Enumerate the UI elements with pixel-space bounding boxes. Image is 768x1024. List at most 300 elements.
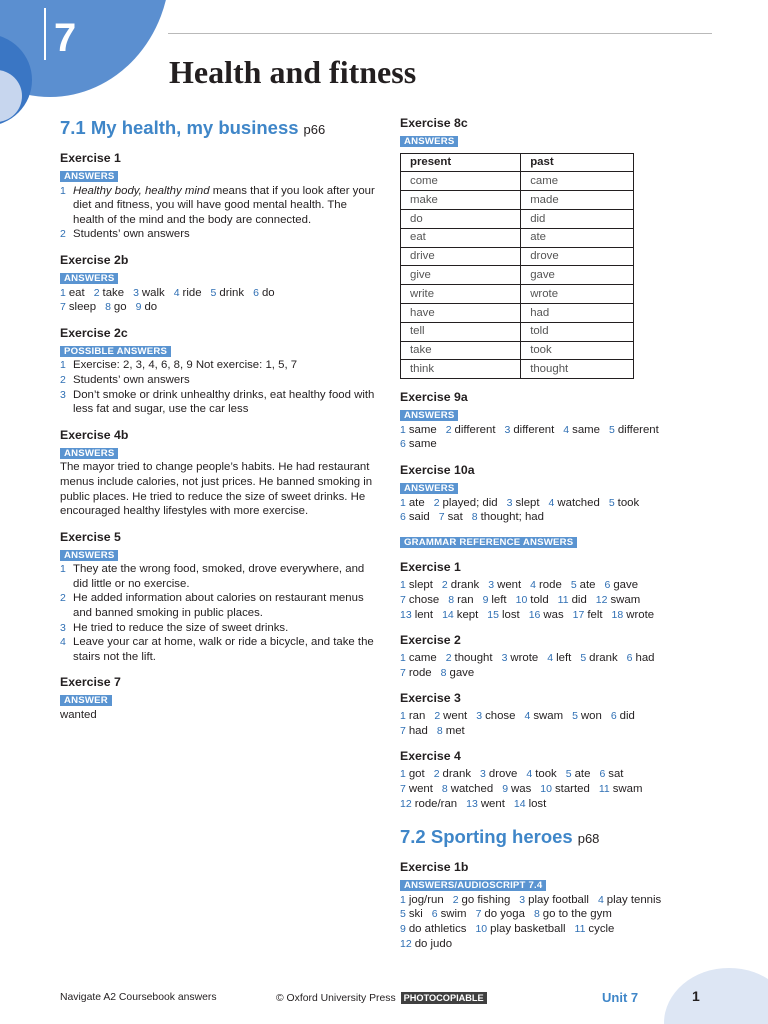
past-cell: ate bbox=[521, 228, 634, 247]
present-cell: do bbox=[401, 209, 521, 228]
present-cell: write bbox=[401, 285, 521, 304]
item-text: Students’ own answers bbox=[73, 373, 190, 386]
exercise-7 bbox=[60, 675, 376, 722]
item-answer: different bbox=[513, 423, 555, 436]
item-text: Students’ own answers bbox=[73, 228, 190, 241]
past-cell: wrote bbox=[521, 285, 634, 304]
answer-line bbox=[400, 893, 720, 908]
item-answer: thought bbox=[454, 652, 493, 665]
item-answer: same bbox=[408, 438, 437, 451]
item-number: 5 bbox=[400, 908, 406, 921]
item-answer: was bbox=[543, 608, 564, 621]
item-answer: cycle bbox=[588, 923, 615, 936]
item-number: 1 bbox=[400, 496, 406, 509]
item-number: 1 bbox=[400, 710, 406, 723]
item-answer: ate bbox=[579, 579, 596, 592]
past-cell: made bbox=[521, 191, 634, 210]
item-number: 8 bbox=[448, 593, 455, 606]
exercise-title: Exercise 1b bbox=[400, 860, 469, 875]
item-answer: drank bbox=[450, 579, 480, 592]
item-answer: jog/run bbox=[408, 893, 444, 906]
item-answer: left bbox=[556, 652, 572, 665]
item-number: 1 bbox=[60, 184, 66, 197]
item-number: 16 bbox=[528, 608, 541, 621]
answers-badge: ANSWERS bbox=[400, 136, 458, 147]
answer-lines bbox=[400, 496, 720, 525]
list-item bbox=[60, 635, 376, 664]
column-header-past: past bbox=[521, 153, 634, 172]
left-column bbox=[60, 116, 376, 723]
exercise-title: Exercise 1 bbox=[60, 151, 121, 165]
item-answer: wrote bbox=[626, 608, 655, 621]
section-page-ref: p68 bbox=[577, 831, 600, 847]
item-number: 1 bbox=[400, 579, 406, 592]
exercise-title: Exercise 1 bbox=[400, 560, 461, 575]
exercise-9a bbox=[400, 390, 720, 452]
item-number: 14 bbox=[442, 608, 454, 621]
answer-line bbox=[400, 797, 720, 812]
answers-badge: ANSWERS bbox=[60, 448, 118, 459]
list-item bbox=[60, 358, 376, 373]
present-cell: give bbox=[401, 266, 521, 285]
item-number: 12 bbox=[400, 937, 412, 950]
past-cell: had bbox=[521, 303, 634, 322]
answer-lines bbox=[60, 286, 376, 315]
item-number: 10 bbox=[515, 593, 528, 606]
exercise-1 bbox=[60, 151, 376, 242]
exercise-4b bbox=[60, 428, 376, 519]
answer-line bbox=[400, 423, 720, 438]
present-cell: drive bbox=[401, 247, 521, 266]
answer-lines bbox=[400, 767, 720, 811]
table-row bbox=[401, 172, 634, 191]
present-cell: make bbox=[401, 191, 521, 210]
item-answer: slept bbox=[515, 496, 540, 509]
item-number: 5 bbox=[210, 286, 217, 299]
item-number: 5 bbox=[580, 652, 587, 665]
answer-lines bbox=[400, 651, 720, 680]
present-cell: come bbox=[401, 172, 521, 191]
item-answer: came bbox=[408, 652, 437, 665]
exercise-5 bbox=[60, 530, 376, 665]
item-number: 1 bbox=[60, 359, 66, 372]
answer-line bbox=[400, 593, 720, 608]
item-number: 3 bbox=[501, 652, 508, 665]
table-body bbox=[401, 172, 634, 379]
item-number: 17 bbox=[572, 608, 585, 621]
table-row bbox=[401, 360, 634, 379]
table-row bbox=[401, 303, 634, 322]
item-number: 3 bbox=[133, 286, 139, 299]
item-answer: met bbox=[445, 724, 465, 737]
item-number: 1 bbox=[60, 286, 66, 299]
item-answer: sleep bbox=[68, 301, 97, 314]
item-answer: ride bbox=[182, 286, 202, 299]
item-number: 3 bbox=[506, 496, 513, 509]
item-number: 9 bbox=[400, 923, 406, 936]
item-answer: won bbox=[580, 710, 602, 723]
item-text: Don’t smoke or drink unhealthy drinks, eat healthy food with less fat and sugar, use the car less bbox=[73, 388, 375, 416]
answers-badge: ANSWERS/AUDIOSCRIPT 7.4 bbox=[400, 880, 546, 891]
item-number: 7 bbox=[400, 593, 406, 606]
answer-line bbox=[400, 724, 720, 739]
item-number: 7 bbox=[475, 908, 482, 921]
item-number: 3 bbox=[504, 423, 511, 436]
item-number: 11 bbox=[598, 783, 610, 796]
item-answer: ate bbox=[574, 768, 591, 781]
item-answer: gave bbox=[613, 579, 639, 592]
table-row bbox=[401, 322, 634, 341]
list-item bbox=[60, 227, 376, 242]
item-number: 6 bbox=[400, 511, 406, 524]
item-answer: drank bbox=[442, 768, 472, 781]
item-number: 4 bbox=[563, 423, 570, 436]
item-number: 1 bbox=[400, 893, 406, 906]
item-number: 2 bbox=[434, 710, 441, 723]
item-answer: went bbox=[480, 797, 505, 810]
item-text: Leave your car at home, walk or ride a bicycle, and take the stairs not the lift. bbox=[73, 636, 374, 663]
exercise-title: Exercise 10a bbox=[400, 462, 475, 477]
answers-badge: ANSWERS bbox=[400, 410, 458, 421]
table-row bbox=[401, 209, 634, 228]
item-answer: went bbox=[443, 710, 468, 723]
item-number: 4 bbox=[524, 710, 531, 723]
item-answer: slept bbox=[408, 579, 433, 592]
present-cell: think bbox=[401, 360, 521, 379]
answer-line bbox=[400, 666, 720, 681]
exercise-2c bbox=[60, 326, 376, 417]
answer-line bbox=[400, 651, 720, 666]
answer-lines bbox=[400, 893, 720, 951]
item-text: means that if you look after your diet and fitness, you will have good mental health. The health of the mind and the body are connected. bbox=[73, 184, 375, 226]
answer-line bbox=[400, 907, 720, 922]
exercise-1b bbox=[400, 860, 720, 951]
item-answer: took bbox=[617, 496, 640, 509]
exercise-title: Exercise 4 bbox=[400, 749, 461, 764]
item-number: 8 bbox=[105, 301, 111, 314]
answer-line bbox=[400, 937, 720, 952]
answer-paragraph: The mayor tried to change people’s habits. He had restaurant menus include calories, not just prices. He banned smoking in public places. He tried to reduce the size of sweet drinks. He encouraged healthy lifestyles with more exercise. bbox=[60, 461, 373, 518]
item-answer: rode bbox=[539, 579, 562, 592]
item-number: 5 bbox=[609, 423, 615, 436]
item-answer: drank bbox=[589, 652, 618, 665]
item-answer: rode bbox=[408, 666, 432, 679]
item-number: 6 bbox=[604, 579, 611, 592]
item-number: 2 bbox=[445, 423, 452, 436]
item-number: 13 bbox=[466, 797, 478, 810]
list-item bbox=[60, 591, 376, 620]
item-answer: do yoga bbox=[484, 908, 525, 921]
item-number: 5 bbox=[572, 710, 578, 723]
answer-lines bbox=[400, 709, 720, 738]
item-number: 7 bbox=[400, 783, 406, 796]
answer-list bbox=[60, 358, 376, 416]
item-answer: different bbox=[617, 423, 659, 436]
answers-badge: ANSWERS bbox=[400, 483, 458, 494]
item-answer: drink bbox=[219, 286, 245, 299]
item-answer: had bbox=[408, 724, 428, 737]
item-number: 5 bbox=[565, 768, 572, 781]
item-answer: play football bbox=[528, 893, 589, 906]
item-answer: played; did bbox=[442, 496, 498, 509]
item-number: 10 bbox=[540, 783, 552, 796]
table-row bbox=[401, 191, 634, 210]
item-number: 14 bbox=[513, 797, 526, 810]
answer-text: wanted bbox=[60, 709, 97, 722]
item-number: 2 bbox=[445, 652, 452, 665]
item-answer: gave bbox=[449, 666, 475, 679]
item-answer: play basketball bbox=[490, 923, 566, 936]
item-number: 1 bbox=[400, 768, 406, 781]
item-answer: ran bbox=[457, 593, 474, 606]
item-answer: went bbox=[408, 783, 433, 796]
answer-line bbox=[400, 437, 720, 452]
answer-lines bbox=[400, 423, 720, 452]
item-number: 8 bbox=[533, 908, 540, 921]
present-cell: eat bbox=[401, 228, 521, 247]
past-cell: did bbox=[521, 209, 634, 228]
list-item bbox=[60, 388, 376, 417]
past-cell: thought bbox=[521, 360, 634, 379]
list-item bbox=[60, 621, 376, 636]
item-answer: lost bbox=[501, 608, 520, 621]
page-title: Health and fitness bbox=[169, 54, 417, 90]
item-number: 7 bbox=[400, 666, 406, 679]
item-number: 11 bbox=[557, 593, 569, 606]
item-answer: chose bbox=[485, 710, 516, 723]
exercise-title: Exercise 7 bbox=[60, 675, 121, 690]
item-number: 6 bbox=[610, 710, 617, 723]
item-number: 9 bbox=[135, 301, 142, 314]
item-answer: left bbox=[491, 593, 507, 606]
item-number: 1 bbox=[400, 423, 406, 436]
column-header-present: present bbox=[401, 153, 521, 172]
exercise-title: Exercise 2c bbox=[60, 325, 128, 340]
item-answer: different bbox=[454, 423, 496, 436]
list-item bbox=[60, 562, 376, 591]
table-row bbox=[401, 285, 634, 304]
answers-badge: ANSWERS bbox=[60, 550, 118, 561]
item-answer: sat bbox=[447, 511, 463, 524]
photocopiable-badge: PHOTOCOPIABLE bbox=[401, 992, 487, 1004]
answer-lines bbox=[400, 578, 720, 622]
page-number: 1 bbox=[692, 988, 700, 1004]
item-number: 1 bbox=[60, 563, 66, 576]
item-number: 2 bbox=[433, 768, 440, 781]
footer-unit-label: Unit 7 bbox=[602, 990, 639, 1005]
item-number: 6 bbox=[599, 768, 606, 781]
section-title-7-2: 7.2 Sporting heroes p68 bbox=[400, 826, 600, 848]
present-past-table bbox=[400, 153, 634, 380]
item-text: He added information about calories on restaurant menus and banned smoking in public places. bbox=[73, 592, 364, 620]
item-number: 3 bbox=[488, 579, 495, 592]
table-row bbox=[401, 247, 634, 266]
item-number: 4 bbox=[548, 496, 555, 509]
item-number: 7 bbox=[60, 301, 66, 314]
item-number: 13 bbox=[400, 608, 412, 621]
item-answer: felt bbox=[587, 608, 603, 621]
list-item bbox=[60, 184, 376, 228]
item-answer: swam bbox=[612, 783, 643, 796]
footer-copyright: © Oxford University Press PHOTOCOPIABLE bbox=[276, 987, 487, 1010]
exercise-2b bbox=[60, 253, 376, 315]
answer-line bbox=[400, 709, 720, 724]
exercise-title: Exercise 3 bbox=[400, 691, 461, 706]
item-answer: play tennis bbox=[606, 893, 662, 906]
exercise-title: Exercise 5 bbox=[60, 529, 121, 544]
answers-badge: POSSIBLE ANSWERS bbox=[60, 346, 171, 357]
item-text: He tried to reduce the size of sweet drinks. bbox=[73, 621, 289, 634]
item-answer: do bbox=[261, 286, 275, 299]
item-answer: eat bbox=[68, 286, 85, 299]
item-answer: drove bbox=[488, 768, 518, 781]
item-number: 6 bbox=[400, 438, 406, 451]
answer-line bbox=[400, 510, 720, 525]
item-number: 9 bbox=[482, 593, 489, 606]
item-answer: go to the gym bbox=[542, 908, 612, 921]
past-cell: took bbox=[521, 341, 634, 360]
item-answer: watched bbox=[450, 783, 494, 796]
item-answer: same bbox=[408, 423, 437, 436]
item-number: 2 bbox=[60, 373, 66, 386]
item-number: 11 bbox=[574, 923, 586, 936]
page-footer bbox=[0, 987, 768, 1009]
answer-line bbox=[60, 286, 376, 301]
item-answer: rode/ran bbox=[414, 797, 458, 810]
grammar-exercise-1 bbox=[400, 560, 720, 622]
item-answer: swam bbox=[533, 710, 564, 723]
exercise-title: Exercise 4b bbox=[60, 427, 129, 442]
item-answer: go bbox=[113, 301, 127, 314]
item-answer: go fishing bbox=[461, 893, 511, 906]
item-answer: thought; had bbox=[480, 511, 544, 524]
item-number: 6 bbox=[431, 908, 438, 921]
item-italic: Healthy body, healthy mind bbox=[73, 184, 210, 197]
item-answer: did bbox=[571, 593, 587, 606]
item-answer: swam bbox=[610, 593, 641, 606]
item-answer: got bbox=[408, 768, 425, 781]
item-number: 3 bbox=[60, 621, 66, 634]
exercise-10a bbox=[400, 463, 720, 525]
item-number: 5 bbox=[608, 496, 615, 509]
answer-line bbox=[400, 608, 720, 623]
answer-line bbox=[400, 767, 720, 782]
item-answer: ate bbox=[408, 496, 425, 509]
item-answer: started bbox=[554, 783, 590, 796]
grammar-reference-badge: GRAMMAR REFERENCE ANSWERS bbox=[400, 537, 577, 548]
item-number: 2 bbox=[441, 579, 448, 592]
exercise-8c bbox=[400, 116, 720, 379]
item-number: 7 bbox=[400, 724, 406, 737]
item-answer: chose bbox=[408, 593, 440, 606]
answers-badge: ANSWERS bbox=[60, 171, 118, 182]
answer-line bbox=[400, 578, 720, 593]
item-number: 9 bbox=[502, 783, 509, 796]
item-number: 12 bbox=[400, 797, 412, 810]
item-number: 8 bbox=[440, 666, 447, 679]
item-answer: watched bbox=[557, 496, 600, 509]
answers-badge: ANSWER bbox=[60, 695, 112, 706]
answer-line bbox=[400, 782, 720, 797]
item-number: 1 bbox=[400, 652, 406, 665]
unit-number: 7 bbox=[54, 16, 77, 60]
table-header-row bbox=[401, 153, 634, 172]
footer-book-title: Navigate A2 Coursebook answers bbox=[60, 992, 217, 1003]
item-text: Exercise: 2, 3, 4, 6, 8, 9 Not exercise: 1, 5, 7 bbox=[73, 359, 298, 372]
answer-list bbox=[60, 184, 376, 242]
item-number: 4 bbox=[60, 636, 66, 649]
past-cell: told bbox=[521, 322, 634, 341]
past-cell: drove bbox=[521, 247, 634, 266]
item-number: 10 bbox=[475, 923, 488, 936]
item-number: 4 bbox=[597, 893, 604, 906]
item-number: 3 bbox=[480, 768, 486, 781]
item-answer: had bbox=[635, 652, 655, 665]
item-number: 7 bbox=[438, 511, 445, 524]
answers-badge: ANSWERS bbox=[60, 273, 118, 284]
item-number: 3 bbox=[519, 893, 526, 906]
item-answer: told bbox=[530, 593, 549, 606]
item-answer: swim bbox=[440, 908, 467, 921]
item-answer: kept bbox=[456, 608, 479, 621]
item-number: 4 bbox=[173, 286, 180, 299]
exercise-title: Exercise 2b bbox=[60, 252, 129, 267]
grammar-exercise-2 bbox=[400, 633, 720, 680]
past-cell: gave bbox=[521, 266, 634, 285]
table-row bbox=[401, 341, 634, 360]
item-number: 4 bbox=[526, 768, 533, 781]
answer-line bbox=[400, 496, 720, 511]
unit-divider bbox=[44, 8, 46, 60]
item-answer: went bbox=[497, 579, 522, 592]
answer-line bbox=[60, 300, 376, 315]
item-answer: sat bbox=[608, 768, 624, 781]
right-column bbox=[400, 116, 720, 951]
item-number: 4 bbox=[530, 579, 536, 592]
grammar-exercise-3 bbox=[400, 691, 720, 738]
item-number: 3 bbox=[476, 710, 483, 723]
item-text: They ate the wrong food, smoked, drove everywhere, and did little or no exercise. bbox=[73, 563, 365, 590]
table-row bbox=[401, 228, 634, 247]
item-answer: was bbox=[511, 783, 532, 796]
section-page-ref: p66 bbox=[303, 122, 326, 137]
item-number: 3 bbox=[60, 388, 66, 401]
exercise-title: Exercise 2 bbox=[400, 633, 461, 648]
item-number: 8 bbox=[441, 783, 448, 796]
item-answer: do judo bbox=[414, 937, 453, 950]
item-number: 12 bbox=[595, 593, 608, 606]
item-answer: do bbox=[144, 301, 158, 314]
item-number: 2 bbox=[433, 496, 440, 509]
item-number: 6 bbox=[626, 652, 633, 665]
answer-line bbox=[400, 922, 720, 937]
table-row bbox=[401, 266, 634, 285]
item-answer: ski bbox=[408, 908, 423, 921]
section-title-7-1: 7.1 My health, my business p66 bbox=[60, 117, 326, 138]
item-answer: lent bbox=[414, 608, 434, 621]
item-answer: did bbox=[619, 710, 635, 723]
answer-list bbox=[60, 562, 376, 664]
present-cell: tell bbox=[401, 322, 521, 341]
present-cell: take bbox=[401, 341, 521, 360]
present-cell: have bbox=[401, 303, 521, 322]
item-number: 5 bbox=[570, 579, 577, 592]
grammar-exercise-4 bbox=[400, 749, 720, 811]
item-answer: took bbox=[535, 768, 557, 781]
exercise-title: Exercise 8c bbox=[400, 116, 468, 130]
item-answer: lost bbox=[528, 797, 547, 810]
item-answer: do athletics bbox=[408, 923, 467, 936]
